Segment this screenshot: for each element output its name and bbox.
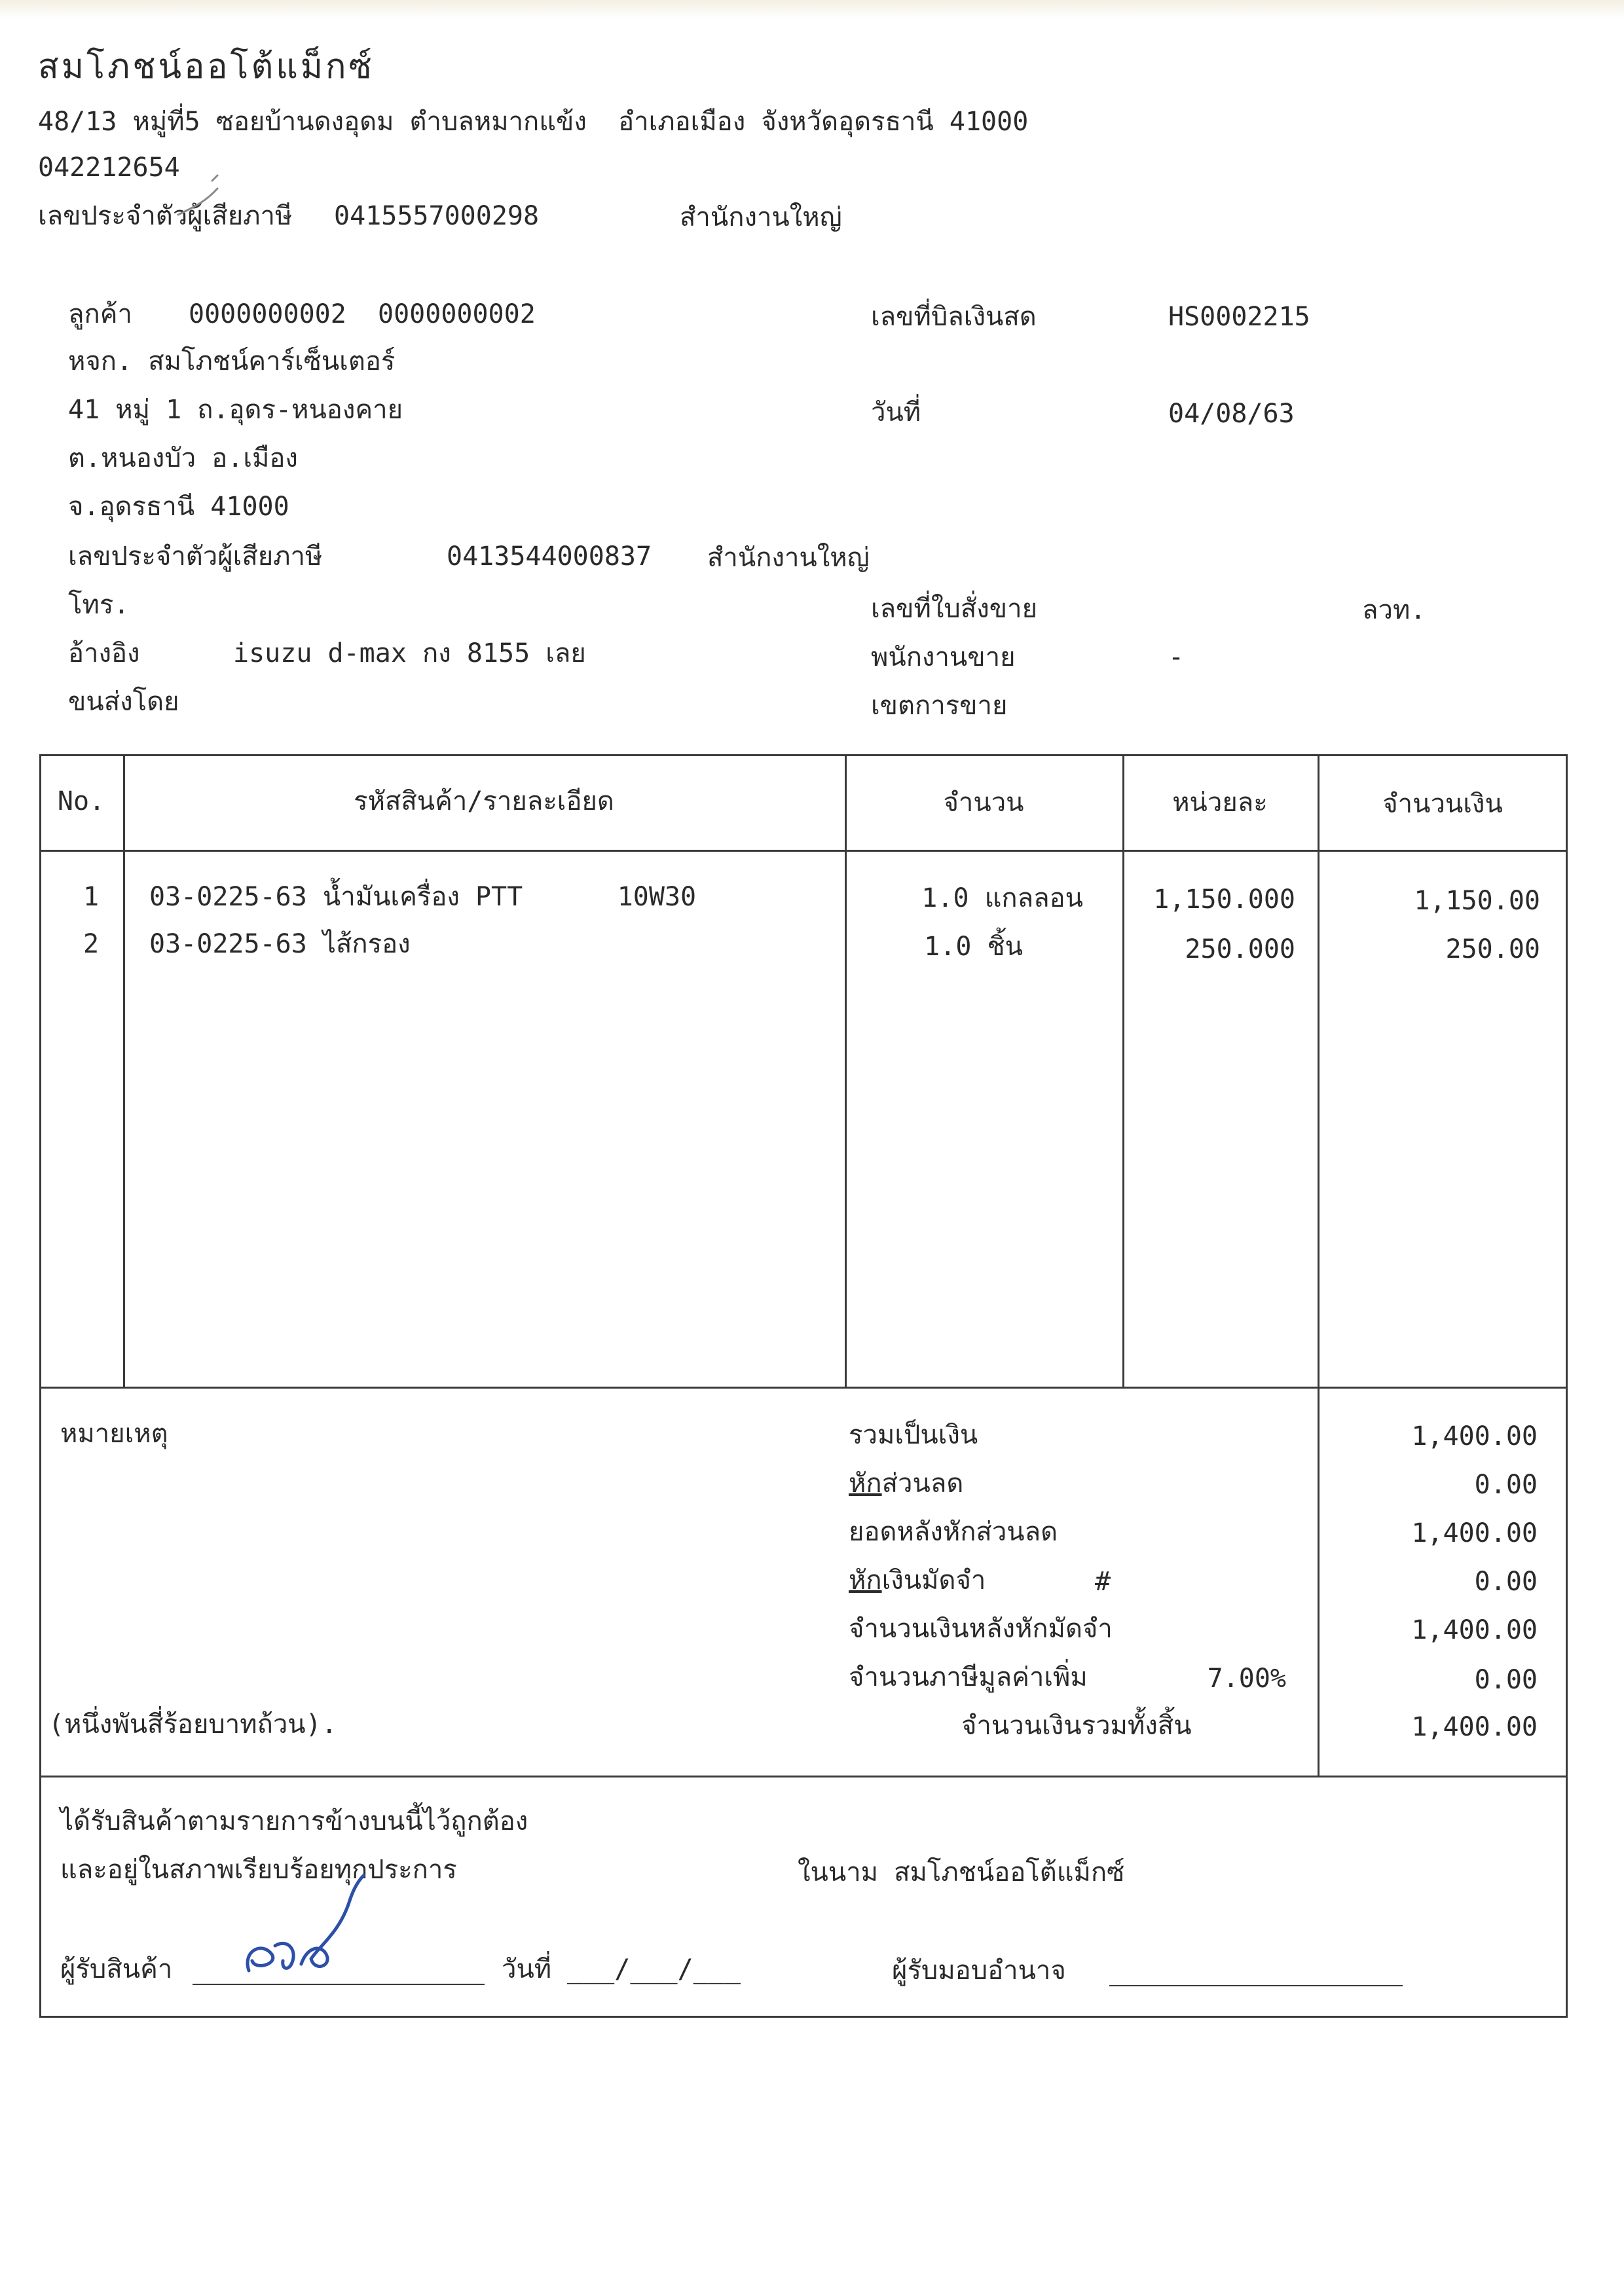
customer-tax-id: 0413544000837 [447, 541, 652, 572]
vat-value: 0.00 [1474, 1665, 1538, 1695]
discount-prefix: หัก [849, 1468, 882, 1499]
bill-date-label: วันที่ [871, 397, 921, 428]
row-1-quantity: 1.0 แกลลอน [921, 883, 1083, 913]
customer-ref-label: อ้างอิง [68, 638, 140, 668]
bill-order-label: เลขที่ใบสั่งขาย [871, 594, 1038, 624]
header-unit-price: หน่วยละ [1172, 788, 1268, 818]
pen-mark [172, 169, 250, 228]
discount-label [849, 1468, 963, 1499]
company-tax-id: 0415557000298 [334, 201, 540, 231]
row-2-description: 03-0225-63 ไส้กรอง [149, 929, 411, 959]
after-discount-value: 1,400.00 [1411, 1518, 1538, 1548]
col-divider-2 [845, 754, 847, 1388]
discount-value: 0.00 [1474, 1470, 1538, 1500]
discount-text: ส่วนลด [881, 1468, 964, 1499]
row-1-unit-price: 1,150.000 [1153, 884, 1295, 915]
customer-address-2: ต.หนองบัว อ.เมือง [68, 443, 298, 473]
after-discount-label: ยอดหลังหักส่วนลด [849, 1517, 1058, 1547]
row-1-no: 1 [83, 882, 100, 912]
customer-address-1: 41 หมู่ 1 ถ.อุดร-หนองคาย [68, 395, 403, 425]
bill-no-label: เลขที่บิลเงินสด [871, 302, 1037, 332]
row-1-amount: 1,150.00 [1414, 886, 1540, 916]
deposit-text: เงินมัดจำ [881, 1565, 986, 1595]
summary-bottom-divider [39, 1776, 1568, 1777]
deposit-prefix: หัก [849, 1565, 882, 1595]
vat-rate: 7.00% [1207, 1664, 1286, 1694]
header-description: รหัสสินค้า/รายละเอียด [354, 786, 614, 816]
bill-zone-label: เขตการขาย [871, 691, 1008, 721]
scan-edge [0, 0, 1624, 18]
company-branch: สำนักงานใหญ่ [680, 202, 842, 232]
header-amount: จำนวนเงิน [1382, 789, 1503, 819]
customer-ship-label: ขนส่งโดย [68, 687, 179, 717]
row-2-no: 2 [83, 929, 100, 959]
row-1-description: 03-0225-63 น้ำมันเครื่อง PTT 10W30 [149, 882, 697, 912]
authorized-signature-line [1109, 1985, 1403, 1986]
header-divider [39, 850, 1568, 852]
subtotal-label: รวมเป็นเงิน [849, 1420, 978, 1450]
customer-name: หจก. สมโภชน์คาร์เซ็นเตอร์ [68, 346, 396, 376]
company-phone: 042212654 [38, 153, 180, 183]
total-value: 1,400.00 [1411, 1712, 1538, 1742]
received-line-2: และอยู่ในสภาพเรียบร้อยทุกประการ [60, 1855, 457, 1885]
authorized-label: ผู้รับมอบอำนาจ [892, 1956, 1066, 1986]
vat-label: จำนวนภาษีมูลค่าเพิ่ม [849, 1662, 1088, 1692]
row-2-quantity: 1.0 ชิ้น [924, 932, 1023, 962]
receive-date-label: วันที่ [502, 1954, 552, 1984]
receiver-label: ผู้รับสินค้า [60, 1954, 173, 1984]
bill-order-value: ลวท. [1362, 595, 1426, 625]
bill-sales-label: พนักงานขาย [871, 642, 1016, 672]
bill-no-value: HS0002215 [1168, 302, 1310, 332]
customer-address-3: จ.อุดรธานี 41000 [68, 492, 289, 522]
company-tax-label: เลขประจำตัวผู้เสียภาษี [38, 201, 293, 231]
amount-in-words: (หนึ่งพันสี่ร้อยบาทถ้วน). [48, 1709, 337, 1740]
on-behalf: ในนาม สมโภชน์ออโต้แม็กซ์ [798, 1857, 1125, 1887]
customer-branch: สำนักงานใหญ่ [707, 543, 870, 573]
header-no: No. [57, 786, 105, 816]
customer-phone-label: โทร. [68, 590, 130, 620]
deposit-mark: # [1095, 1567, 1111, 1597]
row-2-unit-price: 250.000 [1185, 934, 1295, 964]
total-label: จำนวนเงินรวมทั้งสิ้น [961, 1711, 1192, 1741]
bill-date-value: 04/08/63 [1168, 399, 1295, 429]
header-quantity: จำนวน [943, 788, 1024, 818]
customer-ref-value: isuzu d-max กง 8155 เลย [233, 638, 586, 668]
customer-label: ลูกค้า [68, 299, 132, 329]
col-divider-1 [123, 754, 125, 1388]
after-deposit-value: 1,400.00 [1411, 1615, 1538, 1645]
col-divider-3 [1122, 754, 1124, 1388]
customer-code: 0000000002 0000000002 [189, 299, 536, 329]
remark-label: หมายเหตุ [60, 1419, 168, 1449]
items-bottom-divider [39, 1387, 1568, 1389]
deposit-label [849, 1565, 986, 1596]
subtotal-value: 1,400.00 [1411, 1421, 1538, 1451]
receive-date-blank: ___/___/___ [567, 1954, 741, 1984]
deposit-value: 0.00 [1474, 1567, 1538, 1597]
received-line-1: ได้รับสินค้าตามรายการข้างบนนี้ไว้ถูกต้อง [60, 1806, 528, 1836]
company-name: สมโภชน์ออโต้แม็กซ์ [38, 47, 375, 86]
after-deposit-label: จำนวนเงินหลังหักมัดจำ [849, 1614, 1113, 1644]
receiver-signature [236, 1872, 393, 1990]
row-2-amount: 250.00 [1445, 934, 1540, 964]
customer-tax-label: เลขประจำตัวผู้เสียภาษี [68, 541, 323, 572]
company-address: 48/13 หมู่ที่5 ซอยบ้านดงอุดม ตำบลหมากแข้ง อำเภอเมือง จังหวัดอุดรธานี 41000 [38, 107, 1029, 137]
bill-sales-value: - [1168, 642, 1185, 672]
